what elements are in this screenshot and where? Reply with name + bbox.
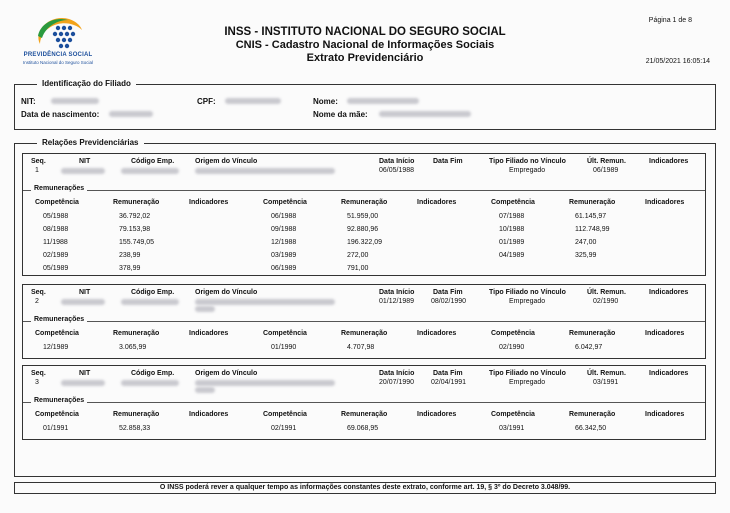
rem-valor: 238,99 <box>119 252 141 259</box>
vinculo-origem-redacted <box>195 380 335 386</box>
rem-valor: 61.145,97 <box>575 213 607 220</box>
rem-header-remuneracao: Remuneração <box>113 330 160 337</box>
rem-competencia: 05/1988 <box>43 213 69 220</box>
col-header-data-fim: Data Fim <box>433 289 463 296</box>
rem-valor: 4.707,98 <box>347 344 375 351</box>
vinculo-data-fim: 02/04/1991 <box>431 379 467 386</box>
timestamp: 21/05/2021 16:05:14 <box>645 58 710 65</box>
col-header-origem: Origem do Vínculo <box>195 289 258 296</box>
rem-competencia: 02/1990 <box>499 344 525 351</box>
remuneracoes-divider <box>23 402 705 403</box>
col-header-indicadores: Indicadores <box>649 158 689 165</box>
remuneracoes-divider <box>23 321 705 322</box>
rem-competencia: 06/1989 <box>271 265 297 272</box>
logo-brand-text: PREVIDÊNCIA SOCIAL <box>23 52 93 58</box>
rem-competencia: 12/1988 <box>271 239 297 246</box>
rem-competencia: 01/1991 <box>43 425 69 432</box>
rem-competencia: 12/1989 <box>43 344 69 351</box>
remuneracoes-label: Remunerações <box>31 316 87 323</box>
rem-header-competencia: Competência <box>35 199 79 206</box>
rem-competencia: 04/1989 <box>499 252 525 259</box>
rem-competencia: 08/1988 <box>43 226 69 233</box>
vinculo-codigo-redacted <box>121 380 179 386</box>
rem-header-competencia: Competência <box>263 199 307 206</box>
mae-label: Nome da mãe: <box>313 110 368 119</box>
col-header-seq: Seq. <box>31 370 46 377</box>
rem-header-indicadores: Indicadores <box>645 199 685 206</box>
rem-competencia: 03/1991 <box>499 425 525 432</box>
rem-header-remuneracao: Remuneração <box>569 199 616 206</box>
rem-header-indicadores: Indicadores <box>189 411 229 418</box>
doc-subtitle-2: Extrato Previdenciário <box>306 52 424 64</box>
footer-note: O INSS poderá rever a qualquer tempo as informações constantes deste extrato, conforme art. 19, § 3º do Decreto 3.048/99. <box>14 482 716 494</box>
rem-header-competencia: Competência <box>35 330 79 337</box>
nascimento-value-redacted <box>109 111 153 117</box>
filiado-legend: Identificação do Filiado <box>37 79 136 88</box>
rem-competencia: 11/1988 <box>43 239 68 246</box>
rem-valor: 6.042,97 <box>575 344 603 351</box>
nit-label: NIT: <box>21 97 36 106</box>
rem-valor: 112.748,99 <box>575 226 610 233</box>
rem-valor: 69.068,95 <box>347 425 379 432</box>
col-header-codigo-emp: Código Emp. <box>131 370 175 377</box>
vinculo-nit-redacted <box>61 380 105 386</box>
rem-header-indicadores: Indicadores <box>417 411 457 418</box>
vinculo-block <box>22 153 706 276</box>
vinculo-block <box>22 365 706 440</box>
rem-valor: 92.880,96 <box>347 226 379 233</box>
vinculo-seq: 3 <box>35 379 39 386</box>
rem-header-remuneracao: Remuneração <box>569 411 616 418</box>
rem-header-competencia: Competência <box>491 199 535 206</box>
rem-header-competencia: Competência <box>35 411 79 418</box>
rem-valor: 325,99 <box>575 252 597 259</box>
rem-competencia: 02/1991 <box>271 425 297 432</box>
rem-competencia: 07/1988 <box>499 213 525 220</box>
vinculo-nit-redacted <box>61 299 105 305</box>
col-header-seq: Seq. <box>31 158 46 165</box>
vinculo-tipo: Empregado <box>509 167 546 174</box>
doc-subtitle: CNIS - Cadastro Nacional de Informações Sociais <box>235 39 495 51</box>
rem-header-competencia: Competência <box>263 411 307 418</box>
vinculo-origem-redacted-2 <box>195 306 215 312</box>
rem-valor: 79.153,98 <box>119 226 151 233</box>
rem-header-competencia: Competência <box>263 330 307 337</box>
col-header-seq: Seq. <box>31 289 46 296</box>
rem-competencia: 03/1989 <box>271 252 297 259</box>
rem-valor: 155.749,05 <box>119 239 155 246</box>
vinculo-origem-redacted <box>195 299 335 305</box>
col-header-nit: NIT <box>79 158 91 165</box>
relacoes-legend: Relações Previdenciárias <box>37 138 144 147</box>
rem-valor: 36.792,02 <box>119 213 151 220</box>
vinculo-seq: 2 <box>35 298 39 305</box>
vinculo-data-inicio: 20/07/1990 <box>379 379 415 386</box>
col-header-tipo-filiado: Tipo Filiado no Vínculo <box>489 158 566 165</box>
mae-value-redacted <box>379 111 471 117</box>
rem-competencia: 10/1988 <box>499 226 525 233</box>
vinculo-ult-remun: 03/1991 <box>593 379 619 386</box>
vinculo-seq: 1 <box>35 167 39 174</box>
rem-header-indicadores: Indicadores <box>189 330 229 337</box>
rem-valor: 791,00 <box>347 265 369 272</box>
cpf-value-redacted <box>225 98 281 104</box>
rem-valor: 3.065,99 <box>119 344 147 351</box>
col-header-indicadores: Indicadores <box>649 370 689 377</box>
rem-valor: 51.959,00 <box>347 213 379 220</box>
filiado-box <box>14 79 716 130</box>
col-header-codigo-emp: Código Emp. <box>131 158 175 165</box>
rem-valor: 196.322,09 <box>347 239 383 246</box>
col-header-tipo-filiado: Tipo Filiado no Vínculo <box>489 370 566 377</box>
rem-header-remuneracao: Remuneração <box>341 330 388 337</box>
rem-header-indicadores: Indicadores <box>189 199 229 206</box>
vinculo-data-inicio: 01/12/1989 <box>379 298 415 305</box>
nit-value-redacted <box>51 98 99 104</box>
doc-title: INSS - INSTITUTO NACIONAL DO SEGURO SOCIAL <box>224 26 506 38</box>
col-header-data-inicio: Data Início <box>379 289 415 296</box>
page-number: Página 1 de 8 <box>648 17 692 24</box>
rem-valor: 272,00 <box>347 252 369 259</box>
col-header-ult-remun: Últ. Remun. <box>587 370 626 377</box>
col-header-data-inicio: Data Início <box>379 158 415 165</box>
col-header-tipo-filiado: Tipo Filiado no Vínculo <box>489 289 566 296</box>
col-header-data-inicio: Data Início <box>379 370 415 377</box>
rem-competencia: 01/1990 <box>271 344 297 351</box>
rem-valor: 247,00 <box>575 239 597 246</box>
rem-competencia: 09/1988 <box>271 226 297 233</box>
rem-header-competencia: Competência <box>491 330 535 337</box>
col-header-nit: NIT <box>79 370 91 377</box>
col-header-codigo-emp: Código Emp. <box>131 289 175 296</box>
vinculo-origem-redacted-2 <box>195 387 215 393</box>
vinculo-nit-redacted <box>61 168 105 174</box>
vinculo-tipo: Empregado <box>509 379 546 386</box>
rem-valor: 66.342,50 <box>575 425 607 432</box>
col-header-origem: Origem do Vínculo <box>195 158 258 165</box>
rem-header-remuneracao: Remuneração <box>113 199 160 206</box>
col-header-origem: Origem do Vínculo <box>195 370 258 377</box>
col-header-indicadores: Indicadores <box>649 289 689 296</box>
rem-competencia: 06/1988 <box>271 213 297 220</box>
logo-sub-text: Instituto Nacional do Seguro Social <box>22 60 94 65</box>
nascimento-label: Data de nascimento: <box>21 110 100 119</box>
rem-competencia: 02/1989 <box>43 252 69 259</box>
rem-valor: 378,99 <box>119 265 141 272</box>
vinculo-tipo: Empregado <box>509 298 546 305</box>
cpf-label: CPF: <box>197 97 216 106</box>
nome-label: Nome: <box>313 97 338 106</box>
rem-header-indicadores: Indicadores <box>645 330 685 337</box>
vinculo-ult-remun: 02/1990 <box>593 298 619 305</box>
col-header-data-fim: Data Fim <box>433 370 463 377</box>
remuneracoes-label: Remunerações <box>31 397 87 404</box>
remuneracoes-divider <box>23 190 705 191</box>
rem-header-indicadores: Indicadores <box>645 411 685 418</box>
rem-header-competencia: Competência <box>491 411 535 418</box>
rem-competencia: 05/1989 <box>43 265 69 272</box>
nome-value-redacted <box>347 98 419 104</box>
col-header-nit: NIT <box>79 289 91 296</box>
col-header-ult-remun: Últ. Remun. <box>587 158 626 165</box>
rem-header-indicadores: Indicadores <box>417 199 457 206</box>
vinculo-data-fim: 08/02/1990 <box>431 298 467 305</box>
vinculo-data-inicio: 06/05/1988 <box>379 167 415 174</box>
col-header-ult-remun: Últ. Remun. <box>587 289 626 296</box>
rem-competencia: 01/1989 <box>499 239 525 246</box>
vinculo-codigo-redacted <box>121 168 179 174</box>
rem-valor: 52.858,33 <box>119 425 151 432</box>
col-header-data-fim: Data Fim <box>433 158 463 165</box>
vinculo-codigo-redacted <box>121 299 179 305</box>
rem-header-remuneracao: Remuneração <box>341 199 388 206</box>
vinculo-origem-redacted <box>195 168 335 174</box>
rem-header-indicadores: Indicadores <box>417 330 457 337</box>
rem-header-remuneracao: Remuneração <box>113 411 160 418</box>
vinculo-ult-remun: 06/1989 <box>593 167 619 174</box>
vinculo-block <box>22 284 706 359</box>
remuneracoes-label: Remunerações <box>31 185 87 192</box>
rem-header-remuneracao: Remuneração <box>569 330 616 337</box>
rem-header-remuneracao: Remuneração <box>341 411 388 418</box>
